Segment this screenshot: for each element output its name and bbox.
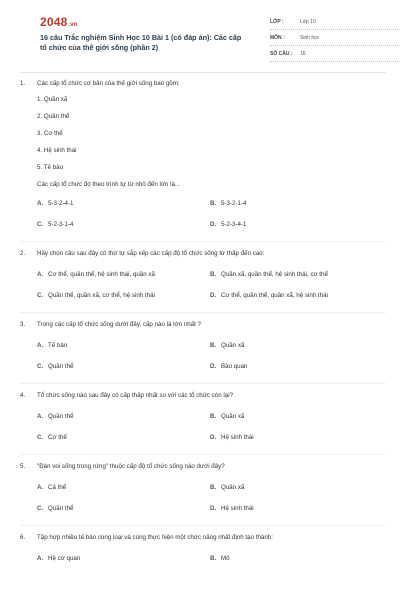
option-text: Hệ cơ quan	[48, 555, 81, 562]
meta-row-socau	[270, 46, 400, 62]
option-letter: B.	[210, 200, 217, 207]
question-5	[20, 463, 386, 519]
question-text: Các cấp tổ chức cơ bản của thế giới sống bao gồm:	[37, 80, 180, 87]
option-c[interactable]	[37, 285, 210, 306]
option-letter: C.	[37, 292, 44, 299]
question-3	[20, 321, 386, 377]
question-lines	[20, 91, 386, 193]
question-line: 5. Tế bào	[37, 164, 64, 171]
question-number: 6.	[20, 534, 26, 541]
option-letter: C.	[37, 221, 44, 228]
option-d[interactable]	[210, 427, 386, 448]
answer-options	[37, 193, 386, 235]
question-separator	[20, 383, 386, 384]
option-c[interactable]	[37, 427, 210, 448]
option-letter: D.	[210, 505, 217, 512]
option-text: 5-3-2-4-1	[48, 200, 74, 207]
question-stem	[20, 392, 386, 399]
question-line: 3. Cơ thể	[37, 130, 63, 137]
option-text: Hệ sinh thái	[221, 505, 254, 512]
question-6	[20, 534, 386, 569]
question-1	[20, 80, 386, 235]
header-divider	[20, 72, 386, 73]
option-text: Quần xã	[221, 484, 245, 491]
logo-main: 2048	[40, 15, 68, 29]
meta-box	[270, 14, 400, 62]
option-text: Quần xã	[221, 342, 245, 349]
question-text: Trong các cấp tổ chức sống dưới đây, cấp nào là lớn nhất ?	[37, 321, 201, 328]
logo[interactable]	[40, 15, 77, 29]
option-a[interactable]	[37, 335, 210, 356]
option-text: Quần thể, quần xã, cơ thể, hệ sinh thái	[48, 292, 155, 299]
option-letter: B.	[210, 413, 217, 420]
question-4	[20, 392, 386, 448]
option-text: Hệ sinh thái	[221, 434, 254, 441]
option-text: 5-3-2-1-4	[221, 200, 247, 207]
option-text: Quần xã, quần thể, hệ sinh thái, cơ thể	[221, 271, 328, 278]
question-separator	[20, 241, 386, 242]
option-text: 5-2-3-1-4	[48, 221, 74, 228]
question-separator	[20, 312, 386, 313]
meta-row-lop	[270, 14, 400, 30]
option-letter: D.	[210, 292, 217, 299]
question-number: 3.	[20, 321, 26, 328]
meta-label-socau: SỐ CÂU :	[270, 50, 293, 57]
option-text: Cơ thể, quần thể, quần xã, hệ sinh thái	[221, 292, 328, 299]
answer-options	[37, 406, 386, 448]
question-number: 4.	[20, 392, 26, 399]
option-d[interactable]	[210, 356, 386, 377]
meta-value-socau: 16	[300, 50, 306, 57]
page-title: 16 câu Trắc nghiệm Sinh Học 10 Bài 1 (có đáp án): Các cấp tổ chức của thế giới sống (phần 2)	[40, 33, 242, 52]
logo-suffix: .vn	[68, 22, 78, 28]
option-text: Mô	[221, 555, 230, 562]
option-text: 5-2-3-4-1	[221, 221, 247, 228]
option-text: Cá thể	[48, 484, 67, 491]
meta-value-mon: Sinh học	[300, 34, 320, 41]
question-line: 1. Quần xã	[37, 96, 68, 103]
option-letter: B.	[210, 271, 217, 278]
option-letter: D.	[210, 363, 217, 370]
question-line: 4. Hệ sinh thái	[37, 147, 77, 154]
option-letter: C.	[37, 434, 44, 441]
question-number: 1.	[20, 80, 26, 87]
option-letter: A.	[37, 555, 44, 562]
option-b[interactable]	[210, 193, 386, 214]
question-line: 2. Quần thể	[37, 113, 70, 120]
question-text: Tập hợp nhiều tế bào cùng loại và cùng thực hiện một chức năng nhất định tạo thành:	[37, 534, 273, 541]
option-text: Quần thể	[48, 363, 74, 370]
question-stem	[20, 463, 386, 470]
option-c[interactable]	[37, 356, 210, 377]
option-c[interactable]	[37, 498, 210, 519]
option-a[interactable]	[37, 477, 210, 498]
option-letter: B.	[210, 342, 217, 349]
option-letter: A.	[37, 484, 44, 491]
option-text: Quần thể	[48, 413, 74, 420]
option-b[interactable]	[210, 264, 386, 285]
question-text: "Đàn voi sống trong rừng" thuộc cấp độ tổ chức sống nào dưới đây?	[37, 463, 225, 470]
option-b[interactable]	[210, 548, 386, 569]
question-separator	[20, 525, 386, 526]
option-letter: D.	[210, 221, 217, 228]
option-d[interactable]	[210, 498, 386, 519]
meta-value-lop: Lớp 10	[300, 18, 316, 25]
option-b[interactable]	[210, 335, 386, 356]
answer-options	[37, 548, 386, 569]
option-letter: A.	[37, 413, 44, 420]
option-a[interactable]	[37, 193, 210, 214]
option-letter: B.	[210, 484, 217, 491]
option-letter: A.	[37, 200, 44, 207]
option-text: Cơ thể, quần thể, hệ sinh thái, quần xã	[48, 271, 155, 278]
option-letter: C.	[37, 363, 44, 370]
question-2	[20, 250, 386, 306]
header	[20, 0, 386, 72]
answer-options	[37, 335, 386, 377]
option-letter: C.	[37, 505, 44, 512]
option-a[interactable]	[37, 406, 210, 427]
option-text: Cơ thể	[48, 434, 67, 441]
question-list	[20, 80, 386, 569]
option-b[interactable]	[210, 406, 386, 427]
option-letter: A.	[37, 342, 44, 349]
option-d[interactable]	[210, 285, 386, 306]
option-letter: A.	[37, 271, 44, 278]
option-d[interactable]	[210, 214, 386, 235]
answer-options	[37, 264, 386, 306]
question-stem	[20, 321, 386, 328]
option-letter: D.	[210, 434, 217, 441]
question-stem	[20, 250, 386, 257]
option-a[interactable]	[37, 548, 210, 569]
option-text: Tế bào	[48, 342, 68, 349]
option-text: Quần thể	[48, 505, 74, 512]
meta-row-mon	[270, 30, 400, 46]
question-text: Tổ chức sống nào sau đây có cấp thấp nhất so với các tổ chức còn lại?	[37, 392, 234, 399]
meta-label-mon: MÔN :	[270, 34, 285, 41]
option-c[interactable]	[37, 214, 210, 235]
question-separator	[20, 454, 386, 455]
option-a[interactable]	[37, 264, 210, 285]
meta-label-lop: LỚP :	[270, 18, 284, 25]
option-text: Quần xã	[221, 413, 245, 420]
question-text: Hãy chọn câu sau đây có thứ tự sắp xếp các cấp độ tổ chức sống từ thấp đến cao:	[37, 250, 265, 257]
question-stem	[20, 534, 386, 541]
answer-options	[37, 477, 386, 519]
question-stem	[20, 80, 386, 87]
option-letter: B.	[210, 555, 217, 562]
question-number: 5.	[20, 463, 26, 470]
option-text: Bào quan	[221, 363, 248, 370]
question-number: 2.	[20, 250, 26, 257]
option-b[interactable]	[210, 477, 386, 498]
question-line: Các cấp tổ chức đó theo trình tự từ nhỏ đến lớn là...	[37, 181, 181, 188]
